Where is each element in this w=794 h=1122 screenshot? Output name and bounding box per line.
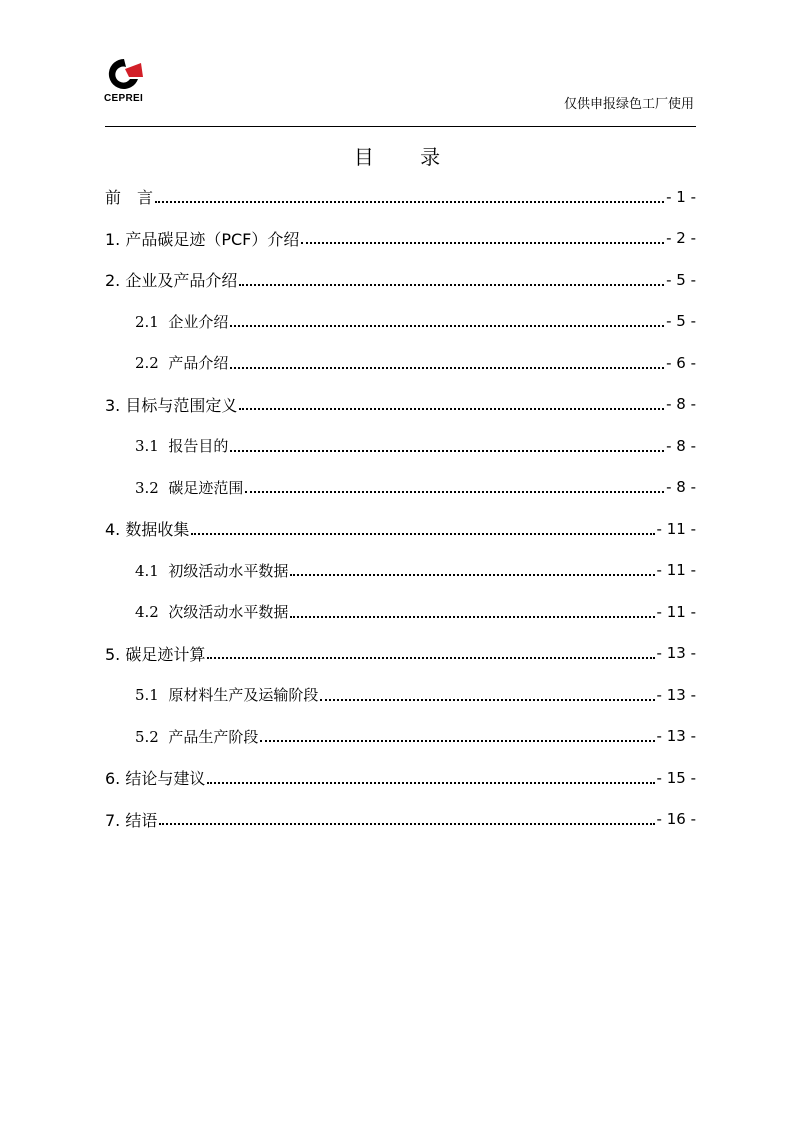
toc-entry[interactable] [105,467,696,509]
toc-entry[interactable] [105,757,696,799]
toc-entry-page: - 8 - [666,478,696,497]
toc-entry[interactable] [105,550,696,592]
toc-entry-label: 5.2 产品生产阶段 [135,727,259,746]
toc-entry[interactable] [105,218,696,260]
toc-entry-page: - 13 - [656,644,696,663]
toc-entry-label: 7. 结语 [105,810,158,830]
toc-entry-label: 6. 结论与建议 [105,769,206,789]
toc-entry[interactable] [105,508,696,550]
toc-entry-label: 3. 目标与范围定义 [105,395,238,415]
dot-leader [191,533,654,535]
header-note: 仅供申报绿色工厂使用 [563,97,694,112]
dot-leader [239,284,664,286]
toc-entry-page: - 16 - [656,810,696,829]
toc-entry-label: 3.1 报告目的 [135,437,229,456]
toc-entry-page: - 11 - [656,561,696,580]
toc-entry-page: - 11 - [656,519,696,538]
dot-leader [207,657,654,659]
toc-entry-page: - 13 - [656,727,696,746]
toc-entry-label: 4. 数据收集 [105,520,190,540]
toc-entry[interactable] [105,259,696,301]
toc-entry[interactable] [105,384,696,426]
toc-entry[interactable] [105,799,696,841]
toc-entry[interactable] [105,716,696,758]
toc-entry[interactable] [105,176,696,218]
toc-entry-page: - 8 - [666,395,696,414]
toc-entry-label: 3.2 碳足迹范围 [135,478,244,497]
toc-entry[interactable] [105,674,696,716]
cepre-logo [104,56,150,104]
dot-leader [245,491,664,493]
dot-leader [320,699,654,701]
toc-entry[interactable] [105,342,696,384]
toc-entry-label: 5. 碳足迹计算 [105,644,206,664]
dot-leader [230,450,664,452]
toc-entry[interactable] [105,633,696,675]
dot-leader [159,823,654,825]
logo-mark-icon [104,56,146,92]
toc-entry-page: - 5 - [666,270,696,289]
toc-entry-label: 2.2 产品介绍 [135,354,229,373]
dot-leader [230,367,664,369]
dot-leader [155,201,664,203]
toc-entry-label: 前 言 [105,188,154,208]
toc-entry-page: - 15 - [656,768,696,787]
dot-leader [230,325,664,327]
logo-text: CEPREI [104,93,144,104]
dot-leader [207,782,654,784]
page-title: 目 录 [353,145,461,169]
dot-leader [290,616,654,618]
toc-entry-label: 2.1 企业介绍 [135,312,229,331]
toc-entry[interactable] [105,301,696,343]
toc-entry-label: 1. 产品碳足迹（PCF）介绍 [105,229,300,249]
toc-entry-page: - 13 - [656,685,696,704]
toc-entry-label: 2. 企业及产品介绍 [105,271,238,291]
toc-entry-page: - 5 - [666,312,696,331]
toc-entry-page: - 6 - [666,353,696,372]
dot-leader [260,740,654,742]
toc-entry-label: 4.2 次级活动水平数据 [135,603,289,622]
toc-entry-page: - 8 - [666,436,696,455]
toc-entry-label: 4.1 初级活动水平数据 [135,561,289,580]
dot-leader [290,574,654,576]
toc-entry-page: - 2 - [666,229,696,248]
toc-entry[interactable] [105,425,696,467]
dot-leader [301,242,664,244]
dot-leader [239,408,664,410]
toc-entry-page: - 11 - [656,602,696,621]
header-divider [105,126,696,127]
table-of-contents [105,176,696,840]
toc-entry-label: 5.1 原材料生产及运输阶段 [135,686,319,705]
toc-entry[interactable] [105,591,696,633]
toc-entry-page: - 1 - [666,187,696,206]
